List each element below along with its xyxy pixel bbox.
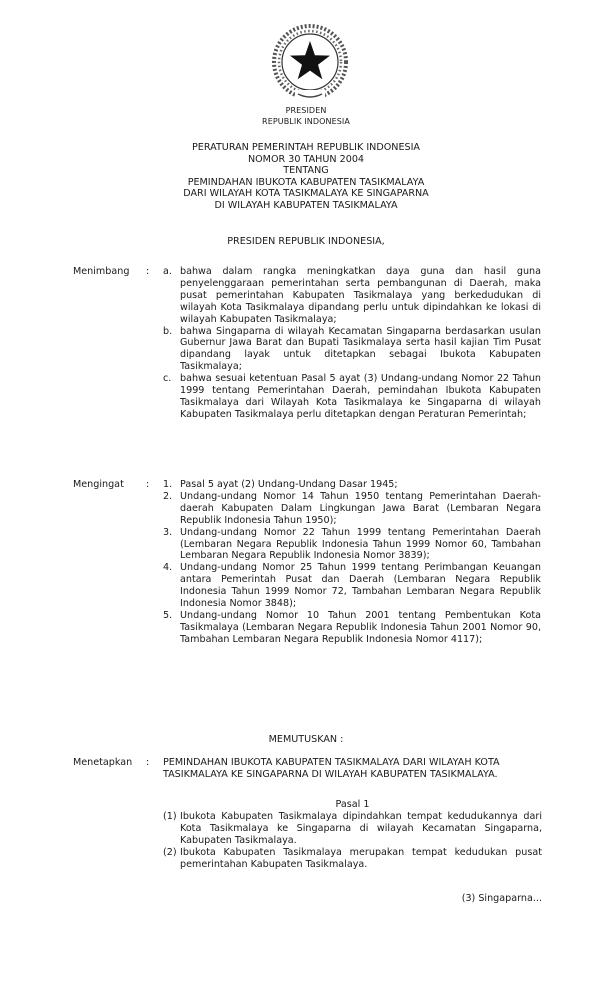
item-marker: 4.: [163, 562, 173, 574]
title-line: PERATURAN PEMERINTAH REPUBLIK INDONESIA: [192, 142, 420, 153]
authority-line: PRESIDEN REPUBLIK INDONESIA,: [227, 236, 385, 247]
header-line-2: REPUBLIK INDONESIA: [262, 117, 350, 126]
presidential-emblem-icon: [270, 22, 350, 102]
emblem-caption: [0, 105, 612, 127]
mengingat-label: Mengingat: [73, 479, 124, 490]
item-text: Ibukota Kabupaten Tasikmalaya merupakan tempat kedudukan pusat pemerintahan Kabupaten Tasikmalaya.: [180, 846, 542, 870]
list-item: [163, 326, 541, 374]
title-line: DARI WILAYAH KOTA TASIKMALAYA KE SINGAPARNA: [183, 188, 429, 200]
menimbang-list: [163, 266, 541, 421]
list-item: [163, 491, 541, 527]
list-item: [163, 562, 541, 610]
menimbang-colon: :: [146, 266, 150, 277]
list-item: [163, 373, 541, 421]
mengingat-list: [163, 479, 541, 646]
item-marker: (1): [163, 811, 177, 822]
page-continuation: (3) Singaparna...: [461, 893, 542, 904]
item-text: bahwa Singaparna di wilayah Kecamatan Singaparna berdasarkan usulan Gubernur Jawa Barat dan Bupati Tasikmalaya serta hasil kajian Tim Pusat dipandang layak untuk ditetapkan sebagai Ibukota Kabupaten Tasikmalaya;: [180, 325, 541, 373]
title-line: DI WILAYAH KABUPATEN TASIKMALAYA: [214, 199, 398, 211]
title-line: PEMINDAHAN IBUKOTA KABUPATEN TASIKMALAYA: [187, 176, 425, 188]
title-line: NOMOR 30 TAHUN 2004: [247, 153, 365, 165]
memutuskan-heading: MEMUTUSKAN :: [268, 734, 344, 745]
pasal-1-list: [163, 811, 542, 871]
item-marker: a.: [163, 266, 172, 277]
item-marker: 1.: [163, 479, 173, 490]
mengingat-colon: :: [146, 479, 150, 490]
item-marker: 3.: [163, 526, 173, 538]
item-text: Pasal 5 ayat (2) Undang-Undang Dasar 1945;: [180, 479, 398, 490]
item-text: Undang-undang Nomor 25 Tahun 1999 tentang Perimbangan Keuangan antara Pemerintah Pusat dan Daerah (Lembaran Negara Republik Indonesia Tahun 1999 Nomor 72, Tambahan Lembaran Negara Republik Indonesia Nomor 3848);: [180, 562, 541, 610]
item-text: Ibukota Kabupaten Tasikmalaya dipindahkan tempat kedudukannya dari Kota Tasikmalaya ke Singaparna di wilayah Kecamatan Singaparna, Kabupaten Tasikmalaya.: [180, 811, 542, 846]
item-text: bahwa sesuai ketentuan Pasal 5 ayat (3) Undang-undang Nomor 22 Tahun 1999 tentang Pemerintahan Daerah, pemindahan Ibukota Kabupaten Tasikmalaya dari Wilayah Kota Tasikmalaya ke Singaparna di wilayah Kabupaten Tasikmalaya perlu ditetapkan dengan Peraturan Pemerintah;: [180, 373, 541, 420]
item-text: Undang-undang Nomor 14 Tahun 1950 tentang Pemerintahan Daerah-daerah Kabupaten Dalam Lingkungan Jawa Barat (Lembaran Negara Republik Indonesia Tahun 1950);: [180, 490, 541, 526]
item-marker: c.: [163, 373, 172, 385]
list-item: [163, 266, 541, 326]
item-text: Undang-undang Nomor 10 Tahun 2001 tentang Pembentukan Kota Tasikmalaya (Lembaran Negara Republik Indonesia Tahun 2001 Nomor 90, Tambahan Lembaran Negara Republik Indonesia Nomor 4117);: [180, 609, 541, 645]
item-text: bahwa dalam rangka meningkatkan daya guna dan hasil guna penyelenggaraan pemerintahan serta pembangunan di Daerah, maka pusat pemerintahan Kabupaten Tasikmalaya yang berkedudukan di wilayah Kota Tasikmalaya dipandang perlu untuk dipindahkan ke lokasi di wilayah Kabupaten Tasikmalaya;: [180, 266, 541, 325]
menetapkan-colon: :: [146, 757, 150, 768]
item-text: Undang-undang Nomor 22 Tahun 1999 tentang Pemerintahan Daerah (Lembaran Negara Republik Indonesia Tahun 1999 Nomor 60, Tambahan Lembaran Negara Republik Indonesia Nomor 3839);: [180, 526, 541, 562]
pasal-heading: Pasal 1: [335, 799, 370, 810]
header-line-1: PRESIDEN: [285, 106, 327, 115]
list-item: [163, 610, 541, 646]
item-marker: 2.: [163, 490, 173, 502]
menetapkan-text: PEMINDAHAN IBUKOTA KABUPATEN TASIKMALAYA DARI WILAYAH KOTA TASIKMALAYA KE SINGAPARNA DI WILAYAH KABUPATEN TASIKMALAYA.: [163, 757, 500, 780]
item-marker: (2): [163, 846, 177, 858]
list-item: [163, 811, 542, 847]
item-marker: b.: [163, 325, 173, 337]
list-item: [163, 479, 541, 491]
title-line: TENTANG: [283, 165, 329, 177]
list-item: [163, 847, 542, 871]
menimbang-label: Menimbang: [73, 266, 130, 277]
menetapkan-label: Menetapkan: [73, 757, 133, 768]
list-item: [163, 527, 541, 563]
document-title: [0, 142, 612, 212]
item-marker: 5.: [163, 609, 173, 621]
